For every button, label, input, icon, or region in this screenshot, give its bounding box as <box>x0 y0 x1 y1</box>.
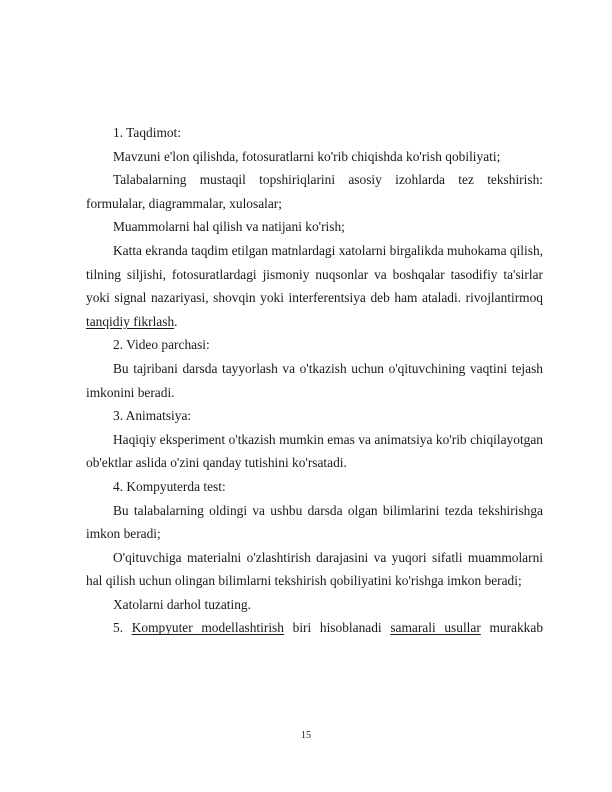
paragraph: Haqiqiy eksperiment o'tkazish mumkin emas va animatsiya ko'rib chiqilayotgan ob'ektlar aslida o'zini qanday tutishini ko'rsatadi. <box>86 431 543 471</box>
page-number: 15 <box>301 730 311 741</box>
paragraph-heading-video: 2. Video parchasi: <box>113 337 210 353</box>
paragraph: Talabalarning mustaqil topshiriqlarini asosiy izohlarda tez tekshirish: formulalar, diagrammalar, xulosalar; <box>86 172 543 211</box>
paragraph-text: murakkab <box>480 620 544 636</box>
paragraph-with-link <box>86 239 543 333</box>
paragraph-with-links <box>86 616 543 640</box>
paragraph-heading-animatsiya: 3. Animatsiya: <box>113 408 192 424</box>
samarali-usullar-link[interactable]: samarali usullar <box>390 620 481 636</box>
paragraph: O'qituvchiga materialni o'zlashtirish darajasini va yuqori sifatli muammolarni hal qilish uchun olingan bilimlarni tekshirish qobiliyatini ko'rishga imkon beradi; <box>86 549 543 589</box>
paragraph: Mavzuni e'lon qilishda, fotosuratlarni ko'rib chiqishda ko'rish qobiliyati; <box>113 148 501 164</box>
paragraph-text: 5. <box>113 620 132 636</box>
paragraph: Bu talabalarning oldingi va ushbu darsda olgan bilimlarini tezda tekshirishga imkon beradi; <box>86 502 543 542</box>
paragraph-heading-test: 4. Kompyuterda test: <box>113 478 226 494</box>
paragraph-heading-taqdimot: 1. Taqdimot: <box>113 125 181 140</box>
document-body <box>86 121 543 640</box>
paragraph: Muammolarni hal qilish va natijani ko'rish; <box>113 219 345 235</box>
tanqidiy-fikrlash-link[interactable]: tanqidiy fikrlash <box>86 313 175 329</box>
paragraph-text: . <box>174 313 178 329</box>
kompyuter-modellashtirish-link[interactable]: Kompyuter modellashtirish <box>131 620 284 636</box>
paragraph: Xatolarni darhol tuzating. <box>113 596 251 612</box>
paragraph-text: Katta ekranda taqdim etilgan matnlardagi xatolarni birgalikda muhokama qilish, tilning siljishi, fotosuratlardagi jismoniy nuqsonlar va boshqalar tasodifiy ta'sirlar yoki signal nazariyasi, shovqin yoki interferentsiya deb ham ataladi. rivojlantirmoq <box>86 242 543 306</box>
paragraph: Bu tajribani darsda tayyorlash va o'tkazish uchun o'qituvchining vaqtini tejash imkonini beradi. <box>86 360 543 400</box>
paragraph-text: biri hisoblanadi <box>283 620 391 636</box>
